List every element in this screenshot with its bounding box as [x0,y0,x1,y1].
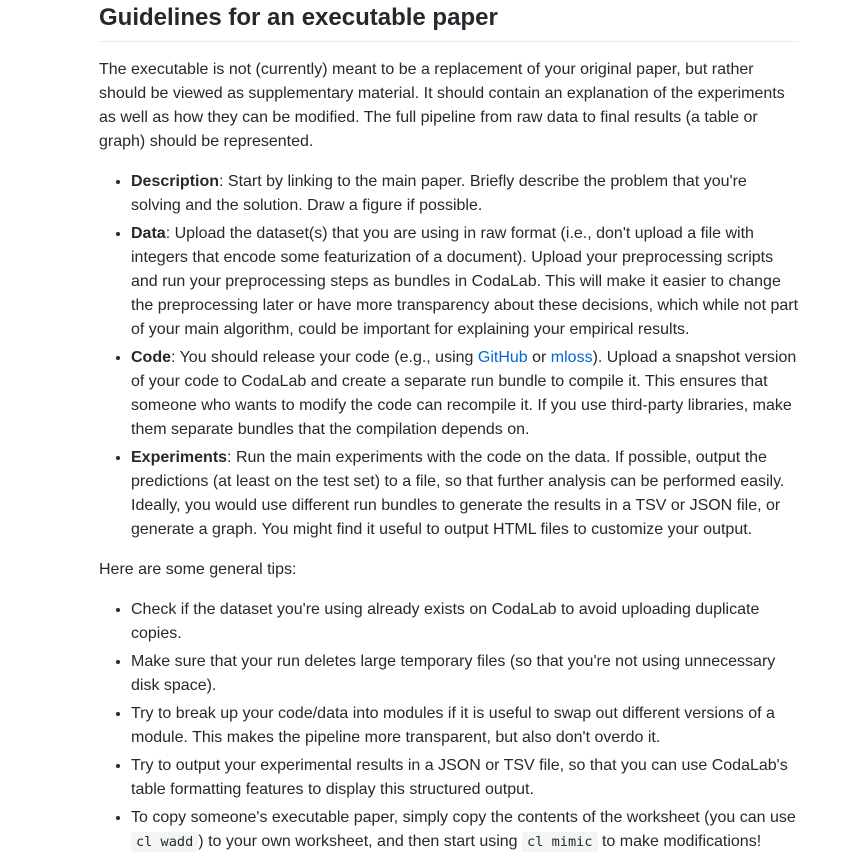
tip-text: To copy someone's executable paper, simply copy the contents of the worksheet (you can use [131,809,796,826]
guideline-term: Data [131,225,166,242]
tip-item: • Try to break up your code/data into modules if it is useful to swap out different versions of a module. This makes the pipeline more transparent, but also don't overdo it. [131,702,799,750]
guideline-list [99,170,799,542]
guideline-term: Code [131,349,171,366]
tips-heading: Here are some general tips: [99,561,297,578]
tip-item: • Check if the dataset you're using already exists on CodaLab to avoid uploading duplicate copies. [131,598,799,646]
guideline-text: : Start by linking to the main paper. Briefly describe the problem that you're solving and the solution. Draw a figure if possible. [131,173,747,214]
mloss-link[interactable]: mloss [550,349,593,366]
guideline-item-experiments [131,446,799,542]
tip-item: • Make sure that your run deletes large temporary files (so that you're not using unnecessary disk space). [131,650,799,698]
page-title: Guidelines for an executable paper [99,3,799,42]
guideline-text: : Run the main experiments with the code on the data. If possible, output the predictions (at least on the test set) to a file, so that further analysis can be performed easily. Ideally, you would use different run bundles to generate the results in a TSV or JSON file, or generate a graph. You might find it useful to output HTML files to customize your output. [131,449,785,538]
tip-item-copy [131,806,799,854]
guideline-term: Description [131,173,220,190]
code-cl-wadd: cl wadd [131,832,198,852]
code-cl-mimic: cl mimic [522,832,597,852]
tip-text: ) to your own worksheet, and then start using [198,833,523,850]
tip-text: to make modifications! [597,833,762,850]
guideline-item-description [131,170,799,218]
guideline-text: or [527,349,551,366]
guideline-term: Experiments [131,449,228,466]
guideline-text: ). Upload a snapshot version of your code to CodaLab and create a separate run bundle to compile it. This ensures that someone who wants to modify the code can recompile it. If you use third-party libraries, make them separate bundles that the compilation depends on. [131,349,797,438]
guideline-text: : Upload the dataset(s) that you are using in raw format (i.e., don't upload a file with integers that encode some featurization of a document). Upload your preprocessing scripts and run your preprocessing steps as bundles in CodaLab. This will make it easier to change the preprocessing later or have more transparency about these decisions, which while not part of your main algorithm, could be important for explaining your empirical results. [131,225,799,338]
github-link[interactable]: GitHub [477,349,528,366]
guideline-item-data [131,222,799,342]
intro-paragraph: The executable is not (currently) meant to be a replacement of your original paper, but rather should be viewed as supplementary material. It should contain an explanation of the experiments as well as how they can be modified. The full pipeline from raw data to final results (a table or graph) should be represented. [99,61,785,150]
guideline-item-code [131,346,799,442]
tips-list [99,598,799,854]
guideline-text: : You should release your code (e.g., using [171,349,478,366]
article [99,0,799,854]
tip-item: • Try to output your experimental results in a JSON or TSV file, so that you can use CodaLab's table formatting features to display this structured output. [131,754,799,802]
